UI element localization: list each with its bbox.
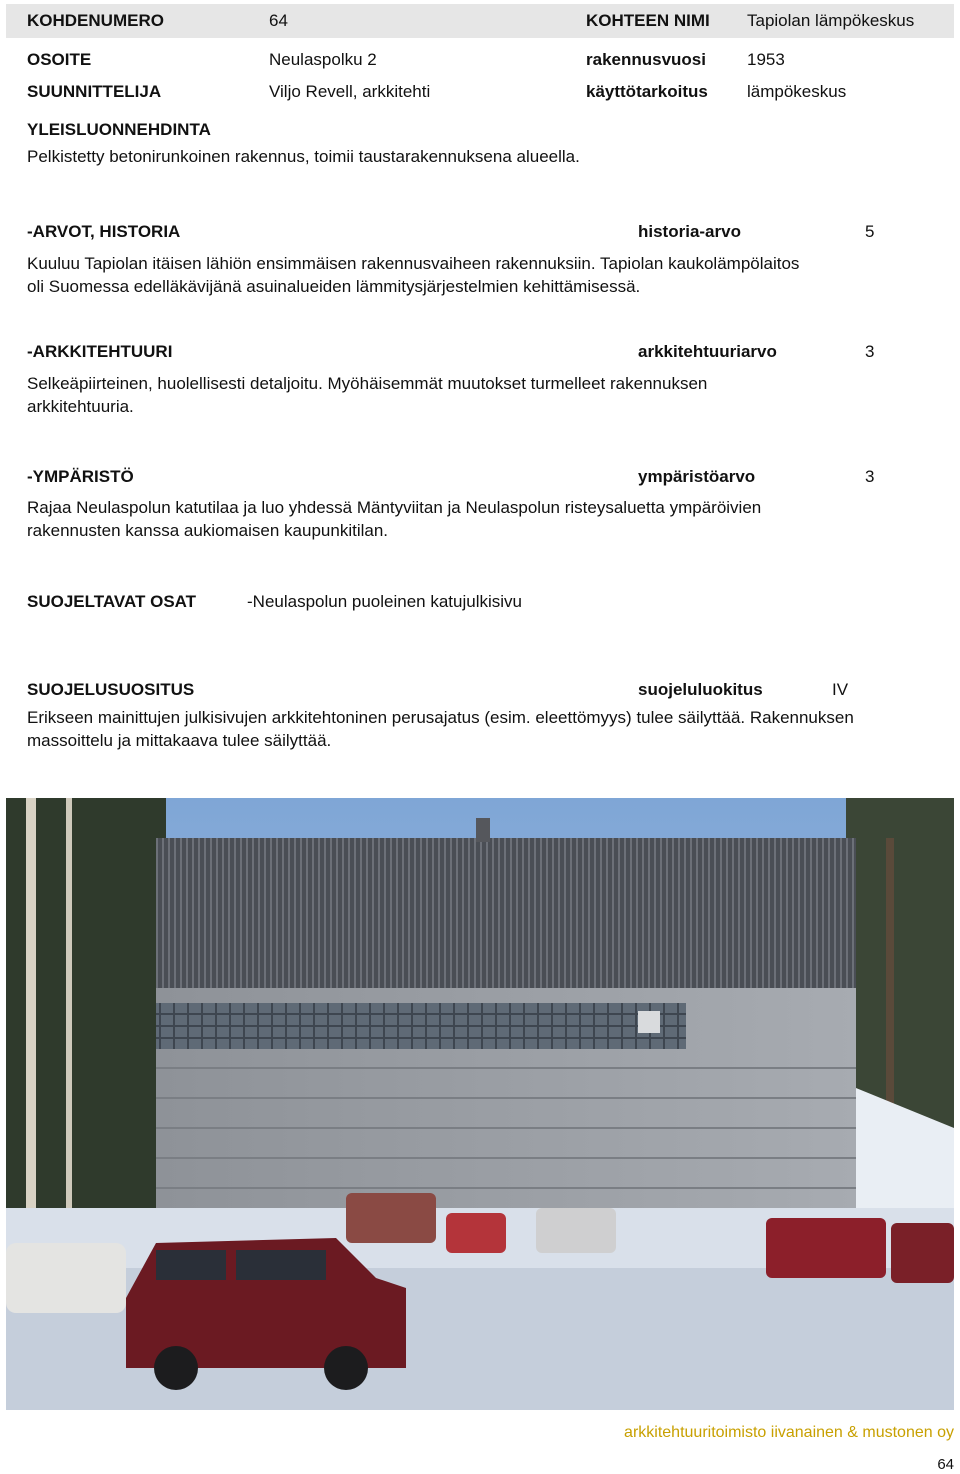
ymparisto-text-line2: rakennusten kanssa aukiomaisen kaupunkitilan. — [27, 521, 389, 540]
rakennusvuosi-value: 1953 — [747, 50, 785, 69]
suojelusuositus-text-line2: massoittelu ja mittakaava tulee säilyttää. — [27, 731, 332, 750]
kohdenumero-label: KOHDENUMERO — [27, 11, 164, 30]
kayttotarkoitus-label: käyttötarkoitus — [586, 82, 708, 101]
suojeluluokitus-value: IV — [832, 680, 849, 699]
suunnittelija-label: SUUNNITTELIJA — [27, 82, 162, 101]
kohteen-nimi-label: KOHTEEN NIMI — [586, 11, 710, 30]
rakennusvuosi-label: rakennusvuosi — [586, 50, 706, 69]
suojelusuositus-heading: SUOJELUSUOSITUS — [27, 680, 195, 699]
osoite-value: Neulaspolku 2 — [269, 50, 377, 69]
suojelusuositus-text-line1: Erikseen mainittujen julkisivujen arkkitehtoninen perusajatus (esim. eleettömyys) tulee säilyttää. Rakennuksen — [27, 708, 854, 727]
arkkitehtuuri-text-line1: Selkeäpiirteinen, huolellisesti detaljoitu. Myöhäisemmät muutokset turmelleet rakennuksen — [27, 374, 708, 393]
suunnittelija-value: Viljo Revell, arkkitehti — [269, 82, 431, 101]
arvot-heading: -ARVOT, HISTORIA — [27, 222, 181, 241]
ymparistoarvo-value: 3 — [865, 467, 875, 486]
kohteen-nimi-value: Tapiolan lämpökeskus — [747, 11, 915, 30]
arkkitehtuuriarvo-value: 3 — [865, 342, 875, 361]
ymparisto-text-line1: Rajaa Neulaspolun katutilaa ja luo yhdessä Mäntyviitan ja Neulaspolun risteysaluetta ympäröivien — [27, 498, 762, 517]
suojeltavat-text: -Neulaspolun puoleinen katujulkisivu — [247, 592, 523, 611]
arvot-text-line2: oli Suomessa edelläkävijänä asuinalueiden lämmitysjärjestelmien kehittämisessä. — [27, 277, 641, 296]
arkkitehtuuri-text-line2: arkkitehtuuria. — [27, 397, 134, 416]
building-photo — [6, 798, 954, 1410]
arkkitehtuuriarvo-label: arkkitehtuuriarvo — [638, 342, 777, 361]
office-name: arkkitehtuuritoimisto iivanainen & mustonen oy — [624, 1424, 954, 1441]
historia-arvo-label: historia-arvo — [638, 222, 741, 241]
page-number: 64 — [937, 1456, 954, 1473]
arvot-text-line1: Kuuluu Tapiolan itäisen lähiön ensimmäisen rakennusvaiheen rakennuksiin. Tapiolan kaukolämpölaitos — [27, 254, 800, 273]
yleis-text: Pelkistetty betonirunkoinen rakennus, toimii taustarakennuksena alueella. — [27, 147, 580, 166]
osoite-label: OSOITE — [27, 50, 92, 69]
ymparisto-heading: -YMPÄRISTÖ — [27, 467, 134, 486]
ymparistoarvo-label: ympäristöarvo — [638, 467, 756, 486]
historia-arvo-value: 5 — [865, 222, 875, 241]
kayttotarkoitus-value: lämpökeskus — [747, 82, 847, 101]
yleis-heading: YLEISLUONNEHDINTA — [27, 120, 211, 139]
arkkitehtuuri-heading: -ARKKITEHTUURI — [27, 342, 173, 361]
suojeltavat-heading: SUOJELTAVAT OSAT — [27, 592, 197, 611]
suojeluluokitus-label: suojeluluokitus — [638, 680, 763, 699]
kohdenumero-value: 64 — [269, 11, 288, 30]
